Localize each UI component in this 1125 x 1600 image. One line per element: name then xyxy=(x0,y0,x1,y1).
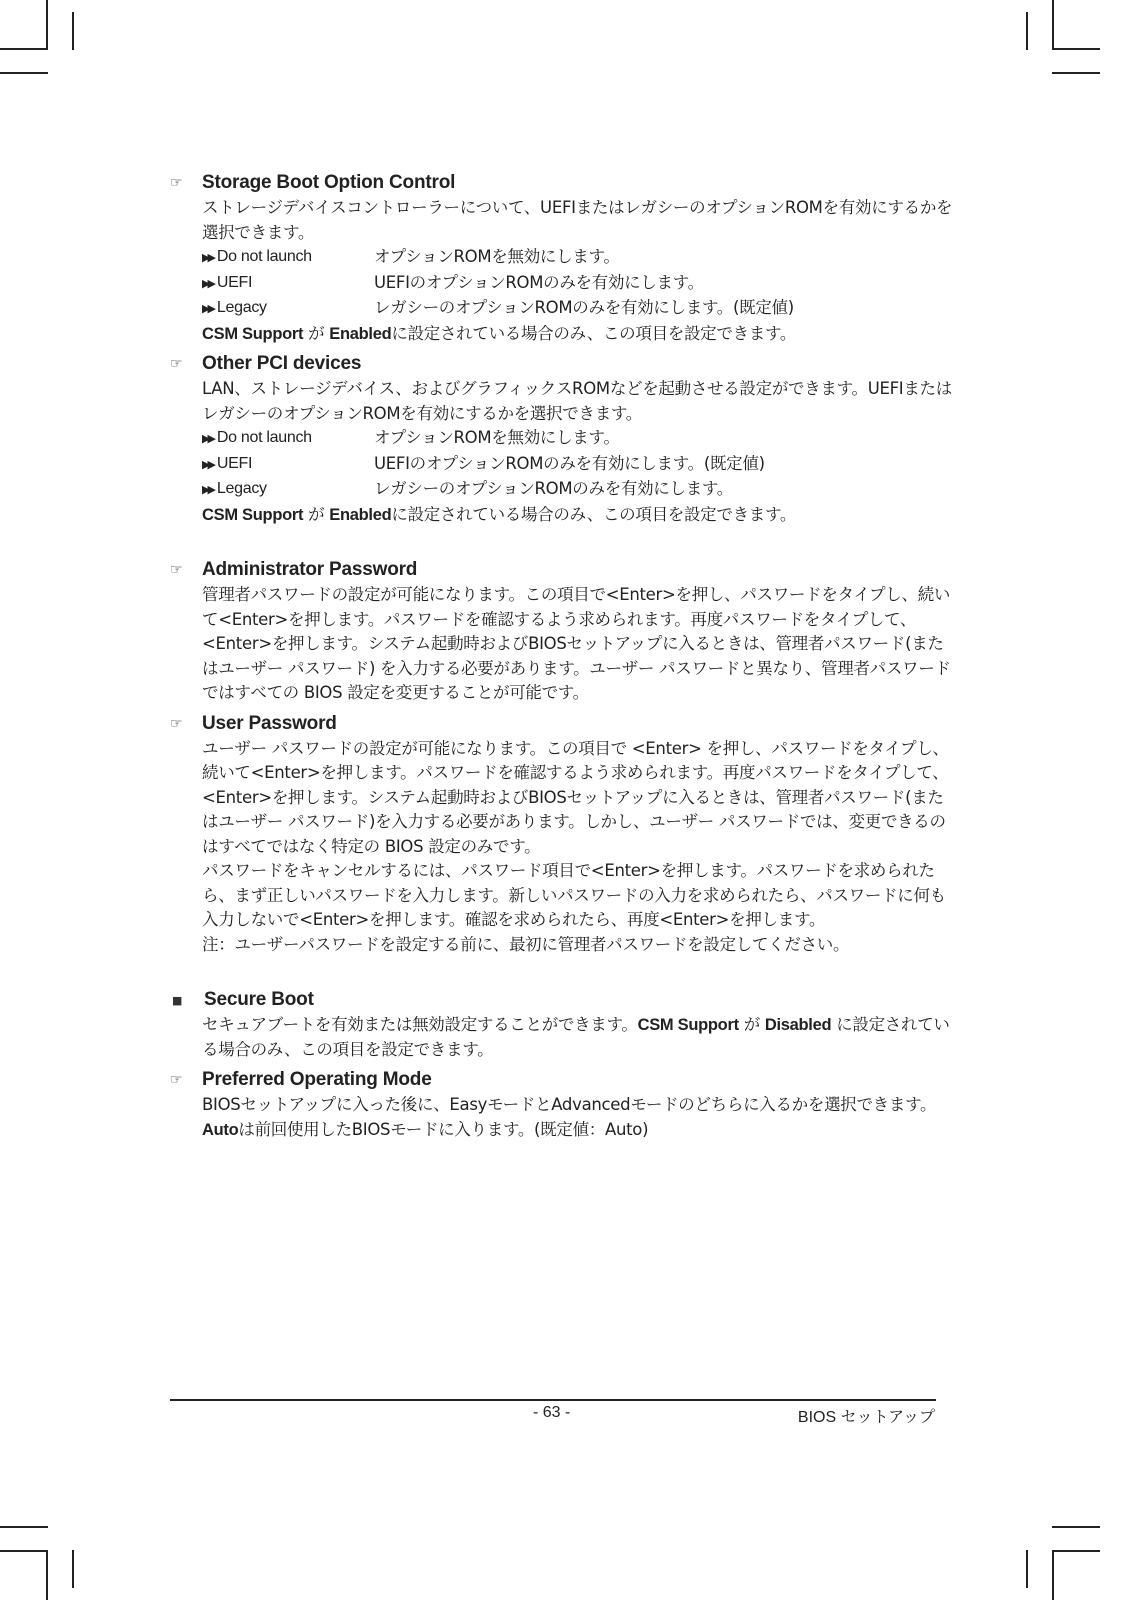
option-description: オプションROMを無効にします。 xyxy=(374,247,620,266)
section-heading xyxy=(170,711,956,737)
option-row xyxy=(202,477,956,503)
section-user-password xyxy=(170,711,956,958)
paragraph-text: に設定されている場合のみ、この項目を設定できます。 xyxy=(202,1015,950,1059)
crop-mark xyxy=(72,12,74,50)
section-note xyxy=(202,322,956,347)
double-arrow-icon: ▶▶ xyxy=(202,484,213,496)
option-row xyxy=(202,271,956,297)
pointing-hand-icon: ☞ xyxy=(170,356,183,372)
option-description: レガシーのオプションROMのみを有効にします。 xyxy=(374,479,733,498)
section-paragraph xyxy=(202,1093,956,1142)
page-number: - 63 - xyxy=(533,1404,571,1421)
option-row xyxy=(202,245,956,271)
section-title: Secure Boot xyxy=(204,989,314,1010)
section-paragraph: ユーザー パスワードの設定が可能になります。この項目で <Enter> を押し、パスワードをタイプし、続いて<Enter>を押します。パスワードを確認するよう求められます。再度パスワードをタイプして、<Enter>を押します。システム起動時およびBIOSセットアップに入るときは、管理者パスワード(またはユーザー パスワード)を入力する必要があります。しかし、ユーザー パスワードでは、変更できるのはすべてではなく特定の BIOS 設定のみです。 xyxy=(202,738,949,856)
section-body xyxy=(202,1013,956,1062)
option-name xyxy=(202,452,374,478)
paragraph-text: は前回使用したBIOSモードに入ります。(既定値：Auto) xyxy=(238,1119,649,1139)
paragraph-bold: Disabled xyxy=(764,1016,832,1034)
section-preferred-operating-mode xyxy=(170,1067,956,1142)
section-description: LAN、ストレージデバイス、およびグラフィックスROMなどを起動させる設定ができます。UEFIまたはレガシーのオプションROMを有効にするかを選択できます。 xyxy=(202,379,952,423)
note-bold: Enabled xyxy=(329,505,392,524)
section-administrator-password xyxy=(170,557,956,706)
option-description: レガシーのオプションROMのみを有効にします。(既定値) xyxy=(374,298,794,317)
crop-mark xyxy=(0,72,48,74)
pointing-hand-icon: ☞ xyxy=(170,715,183,732)
paragraph-text: セキュアブートを有効または無効設定することができます。 xyxy=(202,1015,638,1034)
double-arrow-icon: ▶▶ xyxy=(202,458,213,471)
option-label: Do not launch xyxy=(216,429,312,446)
crop-mark xyxy=(0,1550,48,1552)
crop-mark xyxy=(1052,1526,1100,1528)
option-row xyxy=(202,426,956,452)
section-title: Preferred Operating Mode xyxy=(202,1069,432,1090)
option-label: Do not launch xyxy=(216,248,312,265)
crop-mark xyxy=(1052,1550,1054,1600)
double-arrow-icon: ▶▶ xyxy=(202,303,213,315)
option-label: UEFI xyxy=(216,454,253,472)
option-description: UEFIのオプションROMのみを有効にします。 xyxy=(374,272,704,292)
crop-mark xyxy=(1052,48,1100,50)
crop-mark xyxy=(0,48,48,50)
section-paragraph xyxy=(202,1013,956,1062)
crop-mark xyxy=(46,1550,48,1600)
footer-section-title: BIOS セットアップ xyxy=(797,1409,935,1426)
pointing-hand-icon: ☞ xyxy=(170,562,183,578)
crop-mark xyxy=(1052,72,1100,74)
section-title: User Password xyxy=(202,712,337,734)
page-content xyxy=(170,170,956,1147)
paragraph-text: が xyxy=(738,1015,765,1034)
option-description: オプションROMを無効にします。 xyxy=(374,428,620,447)
option-label: Legacy xyxy=(216,299,267,316)
pointing-hand-icon: ☞ xyxy=(170,1072,183,1088)
option-label: UEFI xyxy=(216,273,253,291)
note-bold: CSM Support xyxy=(202,505,304,524)
option-name xyxy=(202,296,374,322)
double-arrow-icon: ▶▶ xyxy=(202,277,213,290)
section-title: Other PCI devices xyxy=(202,353,362,374)
note-bold: CSM Support xyxy=(202,324,304,343)
option-name xyxy=(202,245,374,271)
option-name xyxy=(202,426,374,452)
section-heading xyxy=(170,170,956,196)
section-body xyxy=(202,737,956,958)
section-description: ストレージデバイスコントローラーについて、UEFIまたはレガシーのオプションROMを有効にするかを選択できます。 xyxy=(202,198,953,242)
double-arrow-icon: ▶▶ xyxy=(202,252,213,264)
crop-mark xyxy=(1026,12,1028,50)
section-heading xyxy=(170,351,956,377)
section-body xyxy=(202,196,956,346)
note-text: が xyxy=(303,504,330,524)
crop-mark xyxy=(46,0,48,50)
option-row xyxy=(202,296,956,322)
section-title: Administrator Password xyxy=(202,559,418,580)
section-heading xyxy=(170,987,956,1013)
section-title: Storage Boot Option Control xyxy=(202,172,456,193)
crop-mark xyxy=(1052,1550,1100,1552)
option-description: UEFIのオプションROMのみを有効にします。(既定値) xyxy=(374,453,765,473)
footer-rule xyxy=(170,1399,936,1401)
section-body xyxy=(202,583,956,706)
crop-mark xyxy=(72,1550,74,1588)
crop-mark xyxy=(1026,1550,1028,1588)
section-other-pci-devices xyxy=(170,351,956,527)
crop-mark xyxy=(1052,0,1054,50)
section-heading xyxy=(170,1067,956,1093)
note-text: に設定されている場合のみ、この項目を設定できます。 xyxy=(391,504,797,524)
section-paragraph: パスワードをキャンセルするには、パスワード項目で<Enter>を押します。パスワードを求められたら、まず正しいパスワードを入力します。新しいパスワードの入力を求められたら、パスワードに何も入力しないで<Enter>を押します。確認を求められたら、再度<Enter>を押します。 xyxy=(202,861,946,929)
section-paragraph: 注：ユーザーパスワードを設定する前に、最初に管理者パスワードを設定してください。 xyxy=(202,934,850,954)
section-body xyxy=(202,377,956,527)
section-secure-boot xyxy=(170,987,956,1062)
paragraph-bold: CSM Support xyxy=(637,1016,739,1034)
paragraph-text: BIOSセットアップに入った後に、EasyモードとAdvancedモードのどちらに入るかを選択できます。 xyxy=(202,1095,937,1114)
paragraph-bold: Auto xyxy=(202,1120,239,1139)
note-bold: Enabled xyxy=(329,324,392,343)
option-label: Legacy xyxy=(216,480,267,497)
square-bullet-icon: ■ xyxy=(172,993,183,1007)
section-heading xyxy=(170,557,956,583)
option-name xyxy=(202,477,374,503)
section-body xyxy=(202,1093,956,1142)
section-paragraph: 管理者パスワードの設定が可能になります。この項目で<Enter>を押し、パスワードをタイプし、続いて<Enter>を押します。パスワードを確認するよう求められます。再度パスワードをタイプして、<Enter>を押します。システム起動時およびBIOSセットアップに入るときは、管理者パスワード(またはユーザー パスワード) を入力する必要があります。ユーザー パスワードと異なり、管理者パスワードではすべての BIOS 設定を変更することが可能です。 xyxy=(202,585,951,702)
option-row xyxy=(202,452,956,478)
crop-mark xyxy=(0,1526,48,1528)
double-arrow-icon: ▶▶ xyxy=(202,433,213,445)
pointing-hand-icon: ☞ xyxy=(170,175,183,191)
option-name xyxy=(202,271,374,297)
note-text: に設定されている場合のみ、この項目を設定できます。 xyxy=(391,323,797,343)
note-text: が xyxy=(303,323,330,343)
section-note xyxy=(202,503,956,528)
section-storage-boot-option-control xyxy=(170,170,956,346)
